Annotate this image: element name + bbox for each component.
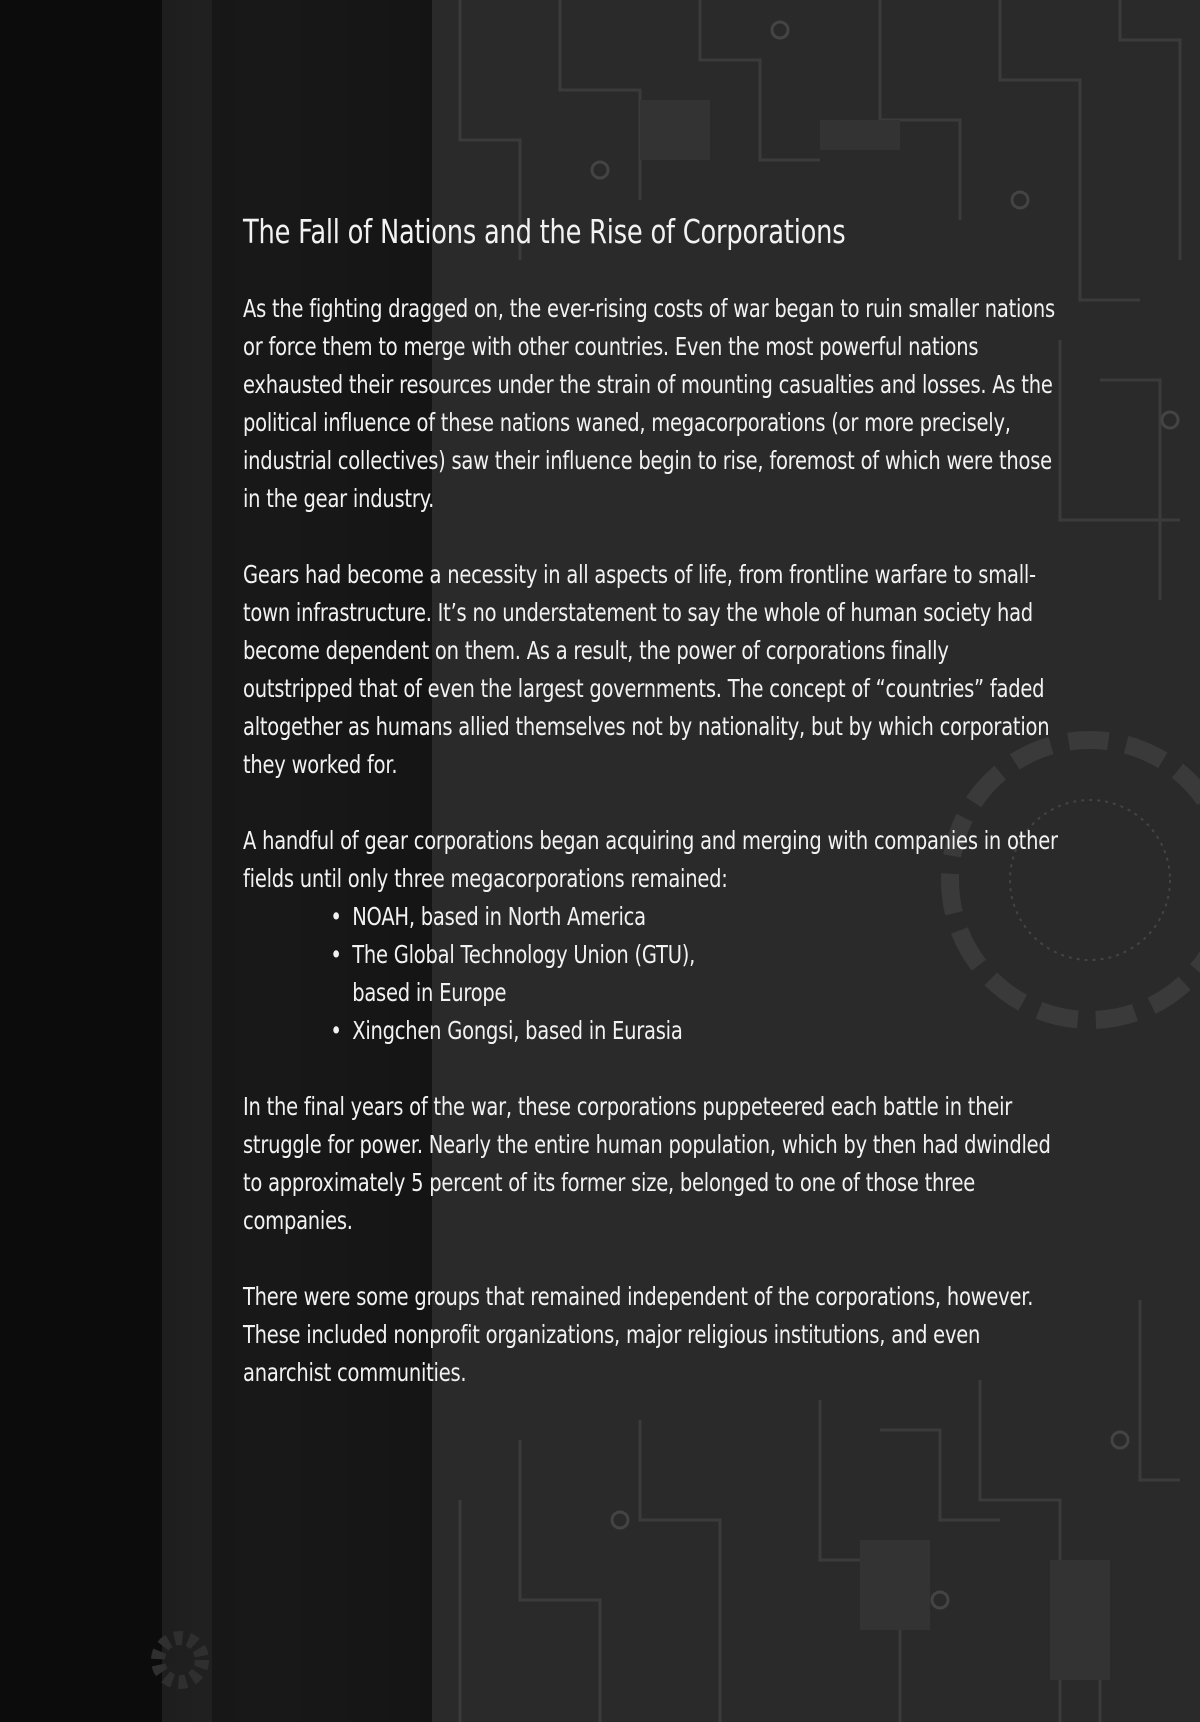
list-item — [329, 898, 1148, 936]
list-item-text: NOAH, based in North America — [352, 901, 646, 931]
bullet-dot: • — [330, 939, 342, 969]
paragraph-4: In the final years of the war, these corporations puppeteered each battle in their struggle for power. Nearly the entire human population, which by then had dwindled to approximately 5 percent of its former size, belonged to one of those three companies. — [243, 1091, 1051, 1235]
bullet-dot: • — [330, 901, 342, 931]
paragraph-5: There were some groups that remained independent of the corporations, however. These included nonprofit organizations, major religious institutions, and even anarchist communities. — [243, 1281, 1034, 1387]
list-item-text: The Global Technology Union (GTU), — [352, 939, 696, 969]
list-item-text: Xingchen Gongsi, based in Eurasia — [352, 1015, 683, 1045]
list-item-text-continued: based in Europe — [352, 977, 507, 1007]
list-item — [329, 1012, 1148, 1050]
list-item — [329, 936, 1148, 1012]
bullet-dot: • — [330, 1015, 342, 1045]
article — [243, 212, 1063, 1430]
paragraph-3: A handful of gear corporations began acquiring and merging with companies in other fields until only three megacorporations remained: — [243, 825, 1058, 893]
article-title: The Fall of Nations and the Rise of Corporations — [243, 212, 846, 251]
paragraph-2: Gears had become a necessity in all aspects of life, from frontline warfare to small-town infrastructure. It’s no understatement to say the whole of human society had become dependent on them. As a result, the power of corporations finally outstripped that of even the largest governments. The concept of “countries” faded altogether as humans allied themselves not by nationality, but by which corporation they worked for. — [243, 559, 1050, 779]
paragraph-1: As the fighting dragged on, the ever-rising costs of war began to ruin smaller nations or force them to merge with other countries. Even the most powerful nations exhausted their resources under the strain of mounting casualties and losses. As the political influence of these nations waned, megacorporations (or more precisely, industrial collectives) saw their influence begin to rise, foremost of which were those in the gear industry. — [243, 293, 1055, 513]
corporation-list — [243, 898, 1147, 1050]
